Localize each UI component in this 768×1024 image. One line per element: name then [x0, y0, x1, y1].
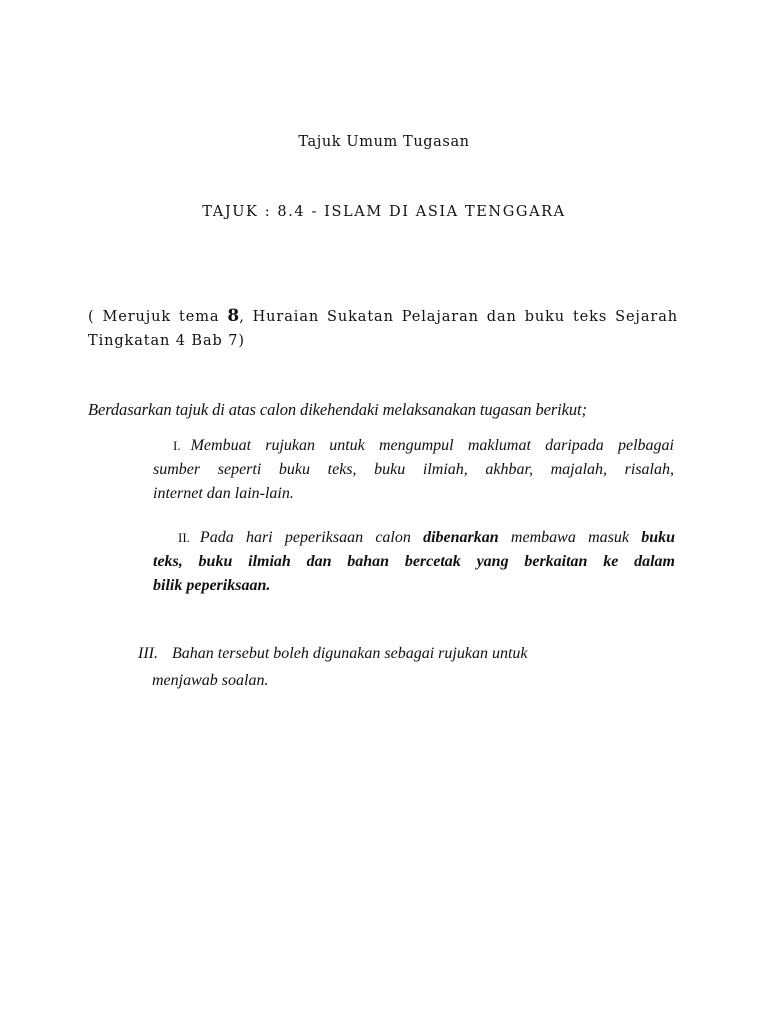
- task-item-2-text-b: membawa masuk: [498, 529, 642, 546]
- task-item-2-bold-a: dibenarkan: [423, 529, 499, 546]
- task-item-2-line3: bilik peperiksaan.: [153, 577, 271, 594]
- instruction-intro: Berdasarkan tajuk di atas calon dikehendaki melaksanakan tugasan berikut;: [88, 400, 587, 419]
- task-item-3-line2: menjawab soalan.: [152, 672, 269, 689]
- task-item-2-numeral: II.: [178, 530, 190, 545]
- task-item-2-line1: [153, 526, 675, 550]
- task-item-1: [153, 434, 674, 506]
- task-item-1-line3: internet dan lain-lain.: [153, 485, 294, 502]
- task-item-1-text1: Membuat rujukan untuk mengumpul maklumat daripada pelbagai: [190, 437, 674, 454]
- reference-part1: ( Merujuk tema: [88, 309, 228, 325]
- task-item-3-numeral: III.: [138, 645, 158, 662]
- task-item-2-text-a: Pada hari peperiksaan calon: [199, 529, 424, 546]
- task-item-1-line2: sumber seperti buku teks, buku ilmiah, akhbar, majalah, risalah,: [153, 461, 674, 478]
- task-item-2: [153, 526, 675, 598]
- reference-theme-number: 8: [227, 306, 240, 326]
- task-item-1-numeral: I.: [173, 438, 181, 453]
- task-item-3-line1: Bahan tersebut boleh digunakan sebagai rujukan untuk: [171, 645, 528, 662]
- topic-heading: TAJUK : 8.4 - ISLAM DI ASIA TENGGARA: [202, 204, 566, 220]
- task-item-2-bold-b: buku: [641, 529, 675, 546]
- reference-note: [88, 304, 678, 353]
- document-title: Tajuk Umum Tugasan: [298, 134, 470, 150]
- task-item-3: [138, 640, 608, 694]
- reference-part2: , Huraian Sukatan Pelajaran dan buku teks Sejarah Tingkatan 4 Bab 7): [88, 309, 678, 349]
- task-item-2-line2: teks, buku ilmiah dan bahan bercetak yang berkaitan ke dalam: [153, 553, 675, 570]
- task-item-1-line1: [153, 434, 674, 458]
